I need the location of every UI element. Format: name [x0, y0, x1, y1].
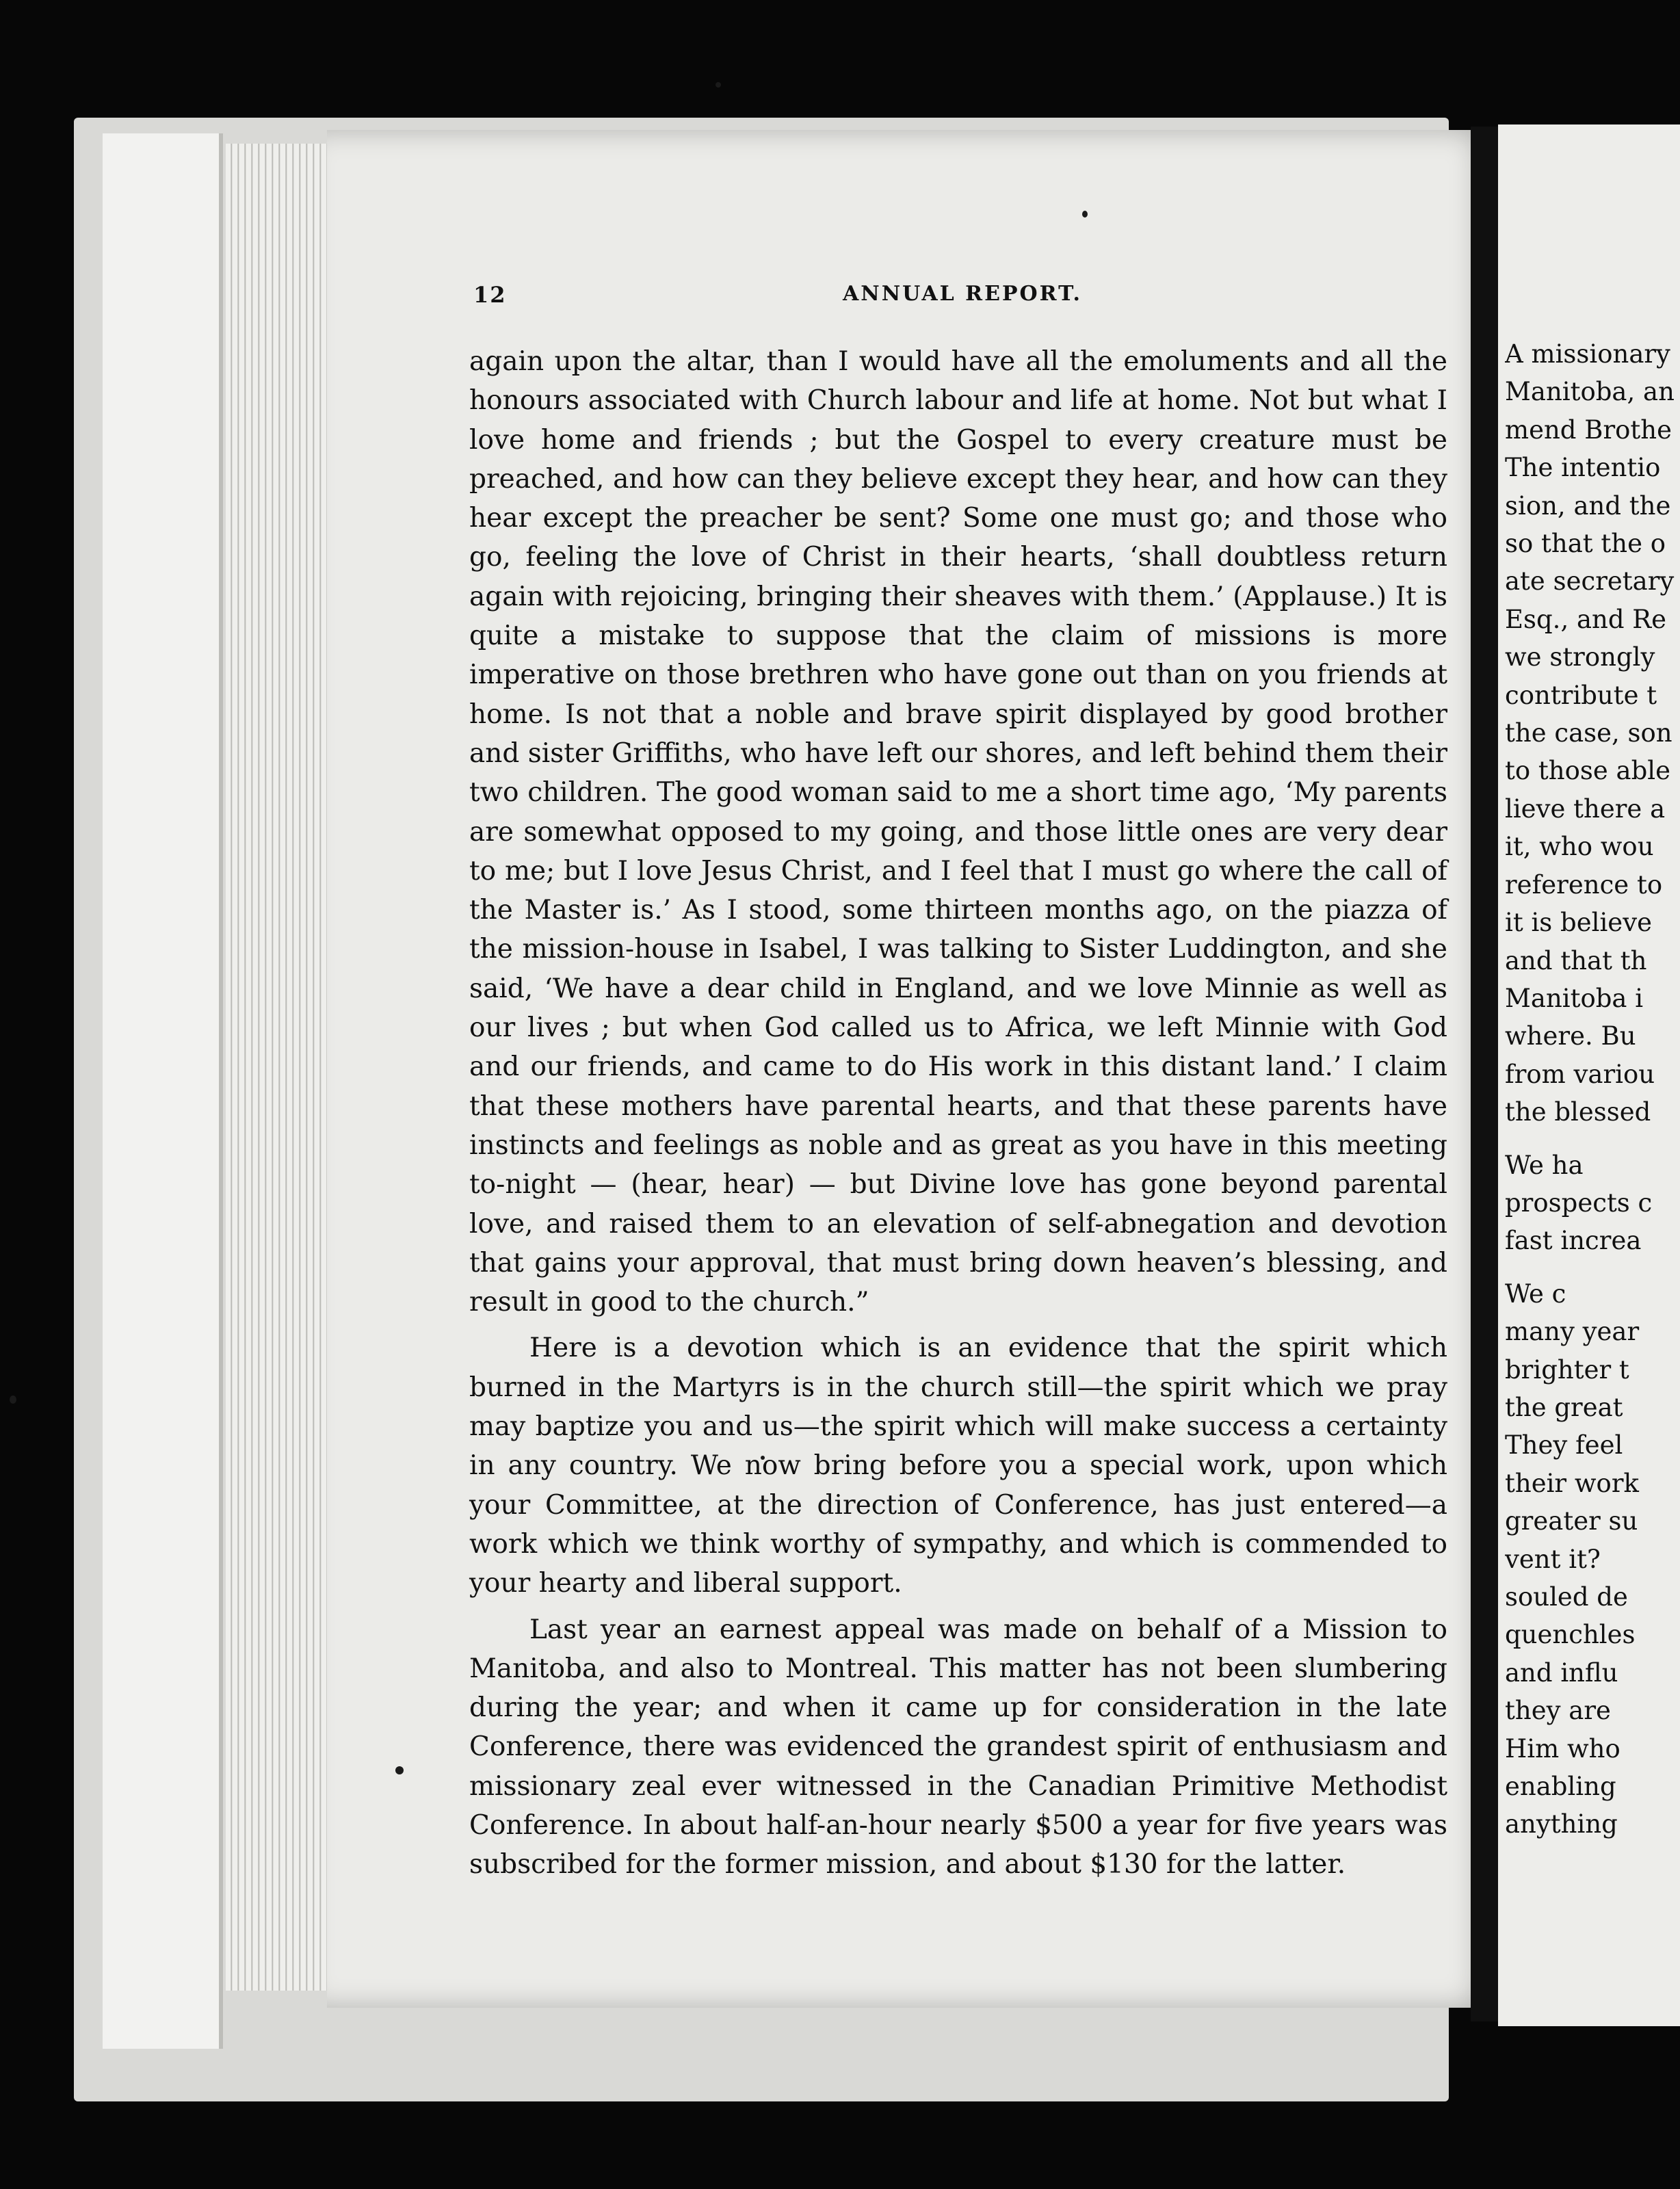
facing-page-line: the great [1505, 1392, 1623, 1422]
paragraph: Last year an earnest appeal was made on behalf of a Mission to Manitoba, and also to Montreal. This matter has not been slumbering during the year; and when it came up for consideration in the late Conference, there was evidenced the grandest spirit of enthusiasm and missionary zeal ever witnessed in the Canadian Primitive Methodist Conference. In about half-an-hour nearly $500 a year for five years was subscribed for the former mission, and about $130 for the latter. [469, 1614, 1447, 1880]
facing-page-text [1505, 335, 1680, 1881]
book-gutter [1471, 127, 1498, 2021]
facing-page-line: We ha [1505, 1150, 1584, 1180]
facing-page-line: prospects c [1505, 1188, 1653, 1218]
facing-page-line: Esq., and Re [1505, 604, 1667, 634]
facing-page-block [1505, 1146, 1680, 1260]
facing-page-line: A missionary [1505, 339, 1670, 369]
page-body [469, 342, 1447, 1885]
facing-page-line: Manitoba i [1505, 983, 1644, 1013]
facing-page-line: they are [1505, 1696, 1611, 1726]
dust-speck [716, 82, 721, 88]
book-page-edge [103, 133, 223, 2049]
facing-page-line: brighter t [1505, 1354, 1629, 1385]
facing-page-line: many year [1505, 1317, 1640, 1347]
facing-page-line: the case, son [1505, 718, 1672, 748]
running-head: ANNUAL REPORT. [843, 282, 1082, 306]
facing-page-line: their work [1505, 1468, 1639, 1498]
facing-page-line: anything [1505, 1809, 1618, 1839]
dust-speck [395, 1766, 404, 1774]
facing-page-line: the blessed [1505, 1097, 1651, 1127]
facing-page-line: ate secretary [1505, 566, 1675, 597]
page-stack-edges [226, 144, 328, 1991]
paragraph: Here is a devotion which is an evidence that the spirit which burned in the Martyrs is in the church still—the spirit which we pray may baptize you and us—the spirit which will make success a certainty in any country. We now bring before you a special work, upon which your Committee, at the direction of Conference, has just entered—a work which we think worthy of sympathy, and which is commended to your hearty and liberal support. [469, 1333, 1447, 1599]
facing-page-line: Him who [1505, 1733, 1620, 1764]
facing-page-line: They feel [1505, 1430, 1623, 1460]
facing-page-line: mend Brothe [1505, 415, 1672, 445]
facing-page-line: and that th [1505, 945, 1647, 975]
facing-page-line: greater su [1505, 1506, 1638, 1536]
facing-page-line: We c [1505, 1279, 1566, 1309]
facing-page-line: fast increa [1505, 1226, 1642, 1256]
facing-page-line: souled de [1505, 1582, 1628, 1612]
facing-page-line: and influ [1505, 1657, 1618, 1688]
facing-page-line: lieve there a [1505, 794, 1666, 824]
facing-page-line: where. Bu [1505, 1021, 1636, 1051]
facing-page-line: it, who wou [1505, 832, 1654, 862]
dust-speck [10, 1395, 16, 1404]
dust-speck [1082, 211, 1088, 218]
facing-page-line: sion, and the [1505, 490, 1671, 521]
facing-page-line: Manitoba, an [1505, 377, 1675, 407]
facing-page-gap [1505, 1131, 1680, 1146]
facing-page-line: enabling [1505, 1772, 1616, 1802]
facing-page-line: The intentio [1505, 453, 1661, 483]
page-header [473, 282, 1447, 323]
facing-page-line: vent it? [1505, 1544, 1601, 1574]
facing-page-line: quenchles [1505, 1620, 1636, 1650]
facing-page-line: contribute t [1505, 680, 1657, 710]
paragraph: again upon the altar, than I would have all the emoluments and all the honours associated with Church labour and life at home. Not but what I love home and friends ; but the Gospel to every creature must be preached, and how can they believe except they hear, and how can they hear except the preacher be sent? Some one must go; and those who go, feeling the love of Christ in their hearts, ‘shall doubtless return again with rejoicing, bringing their sheaves with them.’ (Applause.) It is quite a mistake to suppose that the claim of missions is more imperative on those brethren who have gone out than on you friends at home. Is not that a noble and brave spirit displayed by good brother and sister Griffiths, who have left our shores, and left behind them their two children. The good woman said to me a short time ago, ‘My parents are somewhat opposed to my going, and those little ones are very dear to me; but I love Jesus Christ, and I feel that I must go where the call of the Master is.’ As I stood, some thirteen months ago, on the piazza of the mission-house in Isabel, I was talking to Sister Luddington, and she said, ‘We have a dear child in England, and we love Minnie as well as our lives ; but when God called us to Africa, we left Minnie with God and our friends, and came to do His work in this distant land.’ I claim that these mothers have parental hearts, and that these parents have instincts and feelings as noble and as great as you have in this meeting to-night — (hear, hear) — but Divine love has gone beyond parental love, and raised them to an elevation of self-abnegation and devotion that gains your approval, that must bring down heaven’s blessing, and result in good to the church.” [469, 346, 1447, 1318]
facing-page-block [1505, 1275, 1680, 1844]
facing-page-line: reference to [1505, 869, 1663, 900]
facing-page-block [1505, 335, 1680, 1131]
facing-page-line: from variou [1505, 1059, 1655, 1089]
facing-page-line: we strongly [1505, 642, 1655, 672]
facing-page-line: so that the o [1505, 529, 1666, 559]
facing-page-line: to those able [1505, 756, 1670, 786]
facing-page-line: it is believe [1505, 908, 1652, 938]
facing-page-gap [1505, 1260, 1680, 1275]
page-number: 12 [473, 282, 507, 308]
